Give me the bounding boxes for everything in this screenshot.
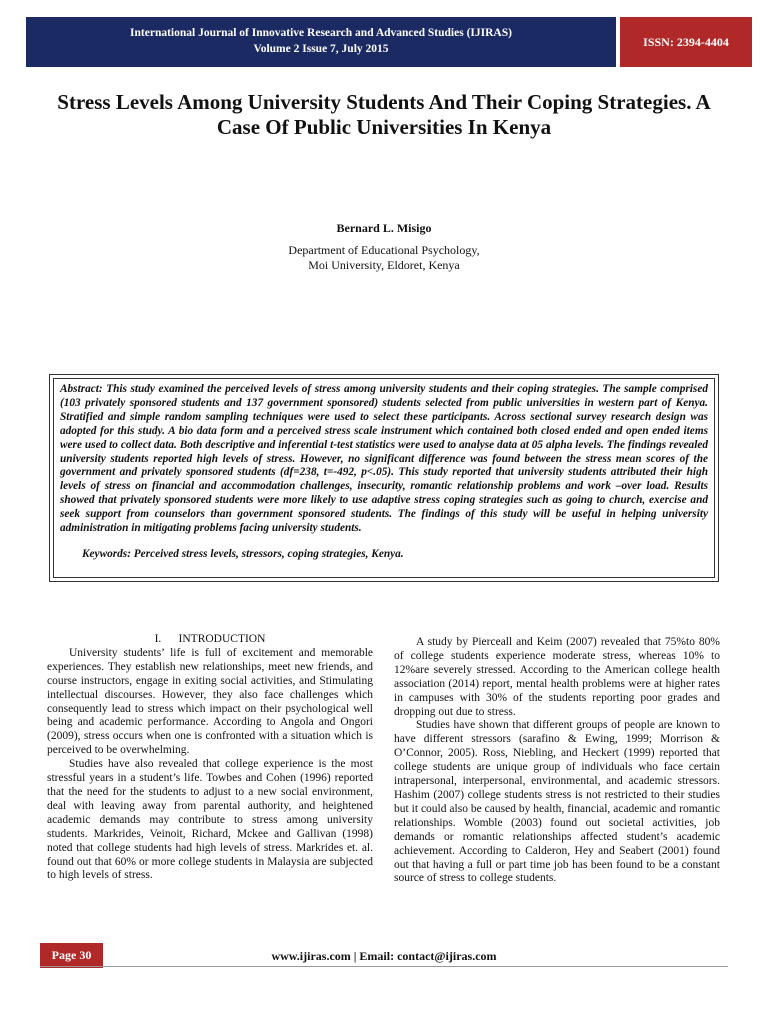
paragraph: A study by Pierceall and Keim (2007) revealed that 75%to 80% of college students experience moderate stress, whereas 10% to 12%are severely stressed. According to the American college health association (2014) report, mental health problems were at higher rates in campuses with 30% of the students reporting poor grades and dropping out due to stress. — [394, 636, 720, 718]
journal-name: International Journal of Innovative Research and Advanced Studies (IJIRAS) — [130, 27, 512, 39]
section-heading-introduction: I. INTRODUCTION — [154, 633, 266, 645]
paragraph: University students’ life is full of excitement and memorable experiences. They establish new relationships, meet new friends, and course instructors, engage in exiting social activities, and Stimulating intellectual discourses. However, they also face challenges which consequently lead to stress which impact on their psychological well being and academic performance. According to Angola and Ongori (2009), stress occurs when one is confronted with a situation which is perceived to be overwhelming. — [47, 646, 373, 757]
footer-divider — [40, 966, 728, 967]
issn-badge: ISSN: 2394-4404 — [620, 17, 752, 67]
journal-header-title — [26, 17, 616, 67]
paragraph: Studies have also revealed that college experience is the most stressful years in a student’s life. Towbes and Cohen (1996) reported that the need for the students to adjust to a new social environment, deal with leaving away from parental authority, and heightened academic demands may contribute to stress among university students. Markrides, Veinoit, Richard, Mckee and Gallivan (1998) noted that college students had high levels of stress. Markrides et. al. found out that 60% or more college students in Malaysia are subjected to high levels of stress. — [47, 758, 373, 882]
footer-contact: www.ijiras.com | Email: contact@ijiras.com — [271, 949, 497, 963]
abstract-text: Abstract: This study examined the perceived levels of stress among university students and their coping strategies. The sample comprised (103 privately sponsored students and 137 government sponsored) students selected from public universities in western part of Kenya. Stratified and simple random sampling techniques were used to select these participants. Across sectional survey research design was adopted for this study. A bio data form and a perceived stress scale instrument which contained both closed ended and open ended items were used to collect data. Both descriptive and inferential t-test statistics were used to analyse data at 05 alpha levels. The findings revealed university students reported high levels of stress. However, no significant difference was found between the stress mean scores of the government and privately sponsored students (df=238, t=-492, p<.05). This study reported that university students attributed their high levels of stress on financial and accommodation challenges, insecurity, romantic relationship problems and work –over load. Results showed that privately sponsored students were more likely to use adaptive stress coping strategies such as going to church, exercise and seek support from counselors than government sponsored students. The findings of this study will be useful in helping university administration in mitigating problems facing university students. — [60, 383, 708, 535]
keywords: Keywords: Perceived stress levels, stressors, coping strategies, Kenya. — [82, 547, 404, 560]
page-number-badge: Page 30 — [40, 943, 103, 968]
author-affiliation — [0, 243, 768, 273]
journal-volume: Volume 2 Issue 7, July 2015 — [253, 43, 389, 55]
author-name: Bernard L. Misigo — [336, 221, 432, 235]
abstract-inner-border — [53, 378, 715, 578]
affiliation-department: Department of Educational Psychology, — [288, 243, 480, 257]
affiliation-institution: Moi University, Eldoret, Kenya — [308, 258, 460, 272]
right-column — [394, 636, 720, 886]
left-column — [47, 633, 373, 883]
paragraph: Studies have shown that different groups of people are known to have different stressors (sarafino & Ewing, 1999; Morrison & O’Connor, 2005). Ross, Niebling, and Heckert (1999) reported that college students are unique group of individuals who face certain intrapersonal, interpersonal, environmental, and academic stressors. Hashim (2007) college students stress is not restricted to their studies but it could also be caused by health, financial, academic and romantic relationships. Womble (2003) found out societal activities, job demands or romantic relationships affected student’s academic achievement. According to Calderon, Hey and Seabert (2001) found out that having a full or part time job has been found to be a constant source of stress to college students. — [394, 719, 720, 885]
abstract-box — [49, 374, 719, 582]
journal-header — [26, 17, 752, 67]
paper-title: Stress Levels Among University Students And Their Coping Strategies. A Case Of Public Universities In Kenya — [57, 90, 711, 139]
